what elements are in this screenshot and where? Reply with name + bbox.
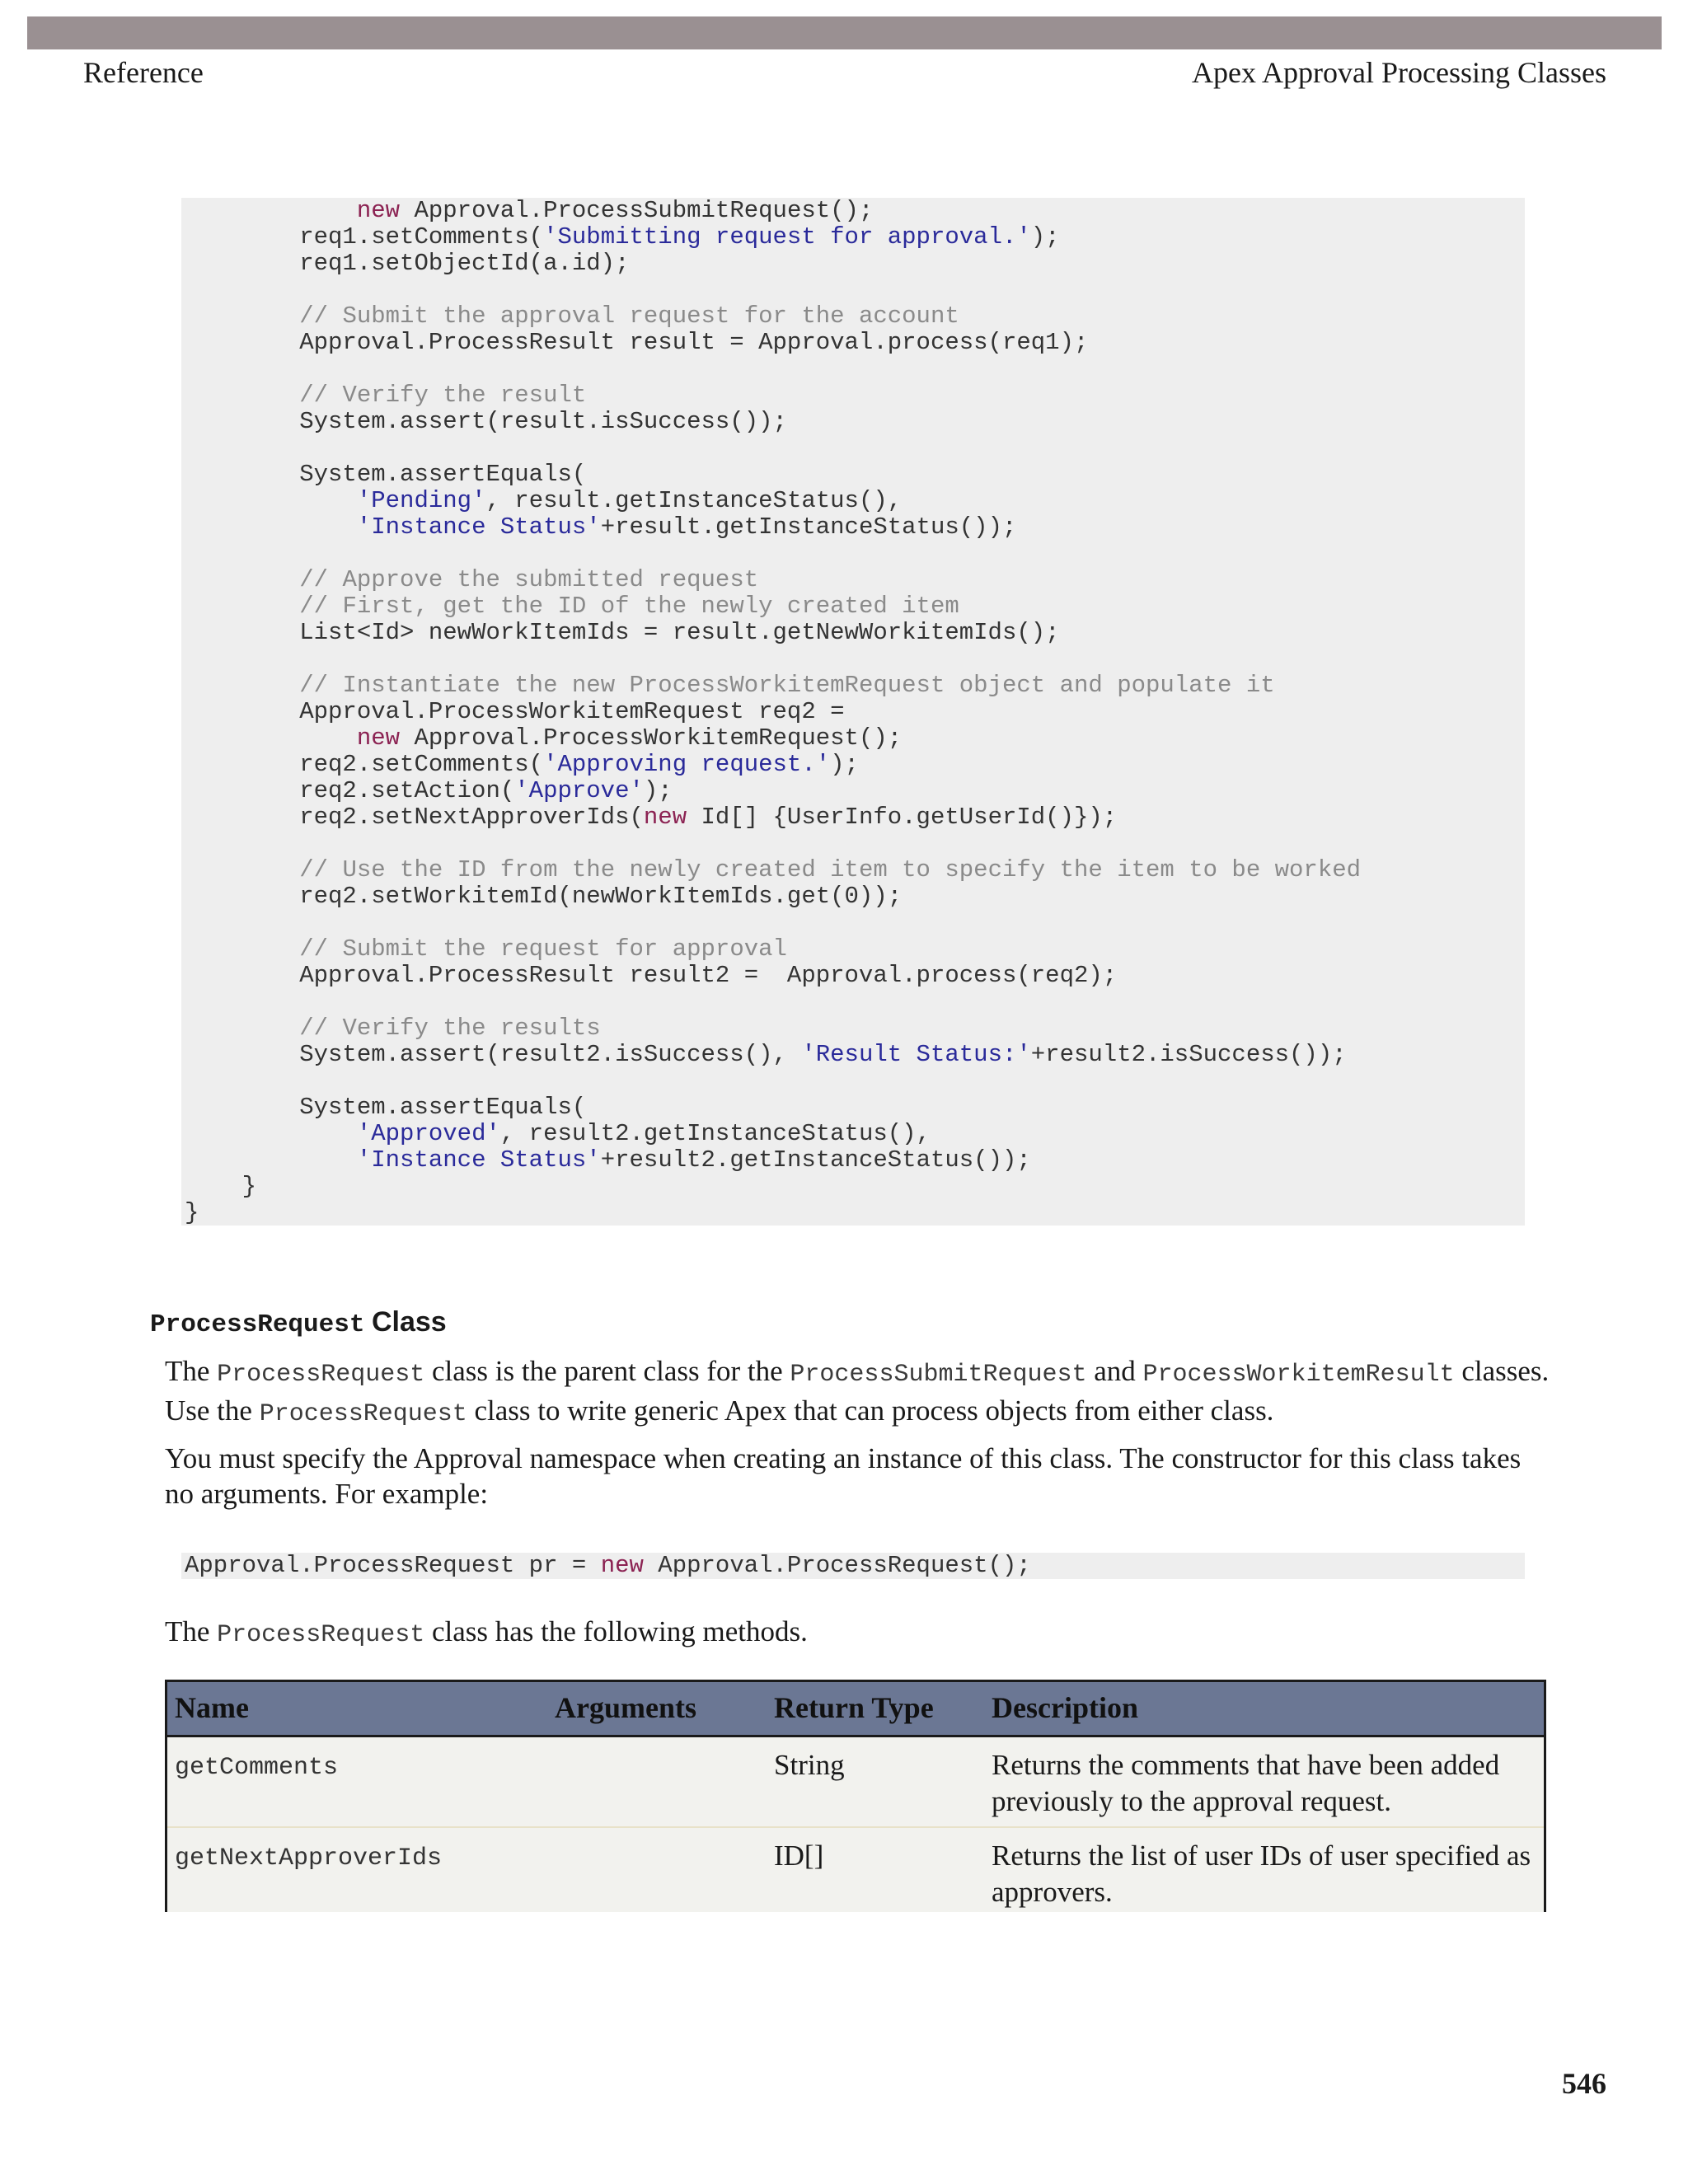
code-listing	[185, 1553, 1031, 1579]
code-line: req2.setNextApproverIds(new Id[] {UserInfo.getUserId()});	[185, 804, 1118, 831]
header-arguments: Arguments	[555, 1691, 696, 1724]
method-arguments	[555, 1737, 774, 1826]
code-line: req1.setComments('Submitting request for approval.');	[185, 223, 1060, 251]
method-description: Returns the comments that have been added previously to the approval request.	[992, 1749, 1500, 1817]
code-line: 'Instance Status'+result2.getInstanceStatus());	[356, 1146, 1031, 1174]
code-line: req1.setObjectId(a.id);	[185, 250, 630, 277]
method-return-type: ID[]	[774, 1840, 824, 1872]
page-number: 546	[1562, 2067, 1606, 2100]
code-line: Approval.ProcessWorkitemRequest req2 =	[185, 698, 845, 725]
code-line	[185, 910, 1361, 936]
header-description: Description	[992, 1691, 1138, 1724]
code-line	[185, 989, 1361, 1015]
inline-code: ProcessSubmitRequest	[790, 1361, 1087, 1389]
code-line: System.assert(result.isSuccess());	[185, 408, 787, 435]
code-line: Approval.ProcessRequest pr = new Approval.ProcessRequest();	[185, 1553, 1031, 1579]
code-line: System.assert(result2.isSuccess(), 'Result Status:'+result2.isSuccess());	[185, 1041, 1347, 1068]
header-name: Name	[175, 1691, 249, 1724]
paragraph-parent-class: The ProcessRequest class is the parent class for the ProcessSubmitRequest and ProcessWorkitemResult classes. Use the ProcessRequest class to write generic Apex that can process objects from either class.	[165, 1355, 1550, 1428]
code-line: // Submit the request for approval	[299, 935, 787, 963]
section-title	[150, 1301, 447, 1347]
method-arguments	[555, 1828, 774, 1912]
code-line	[185, 277, 1361, 303]
code-block-constructor	[181, 1553, 1525, 1579]
code-line: 'Approved', result2.getInstanceStatus(),	[356, 1120, 931, 1147]
code-line: // Verify the result	[299, 382, 587, 409]
code-line	[185, 831, 1361, 857]
code-line: // Use the ID from the newly created item to specify the item to be worked	[299, 856, 1362, 883]
code-line: // Verify the results	[299, 1015, 601, 1042]
code-line	[185, 356, 1361, 382]
paragraph-methods-intro: The ProcessRequest class has the following methods.	[165, 1615, 808, 1649]
code-block-example	[181, 198, 1525, 1226]
code-line	[185, 646, 1361, 673]
top-bar	[27, 16, 1662, 49]
table-row	[167, 1737, 1544, 1828]
paragraph-namespace: You must specify the Approval namespace when creating an instance of this class. The constructor for this class takes no arguments. For example:	[165, 1442, 1522, 1510]
code-line: new Approval.ProcessSubmitRequest();	[356, 198, 874, 224]
inline-code: ProcessRequest	[259, 1400, 467, 1428]
code-line	[185, 541, 1361, 567]
table-row	[167, 1828, 1544, 1912]
code-line: 'Instance Status'+result.getInstanceStatus());	[356, 513, 1017, 541]
header-return-type: Return Type	[774, 1691, 934, 1724]
code-line: new Approval.ProcessWorkitemRequest();	[356, 724, 903, 752]
code-line: List<Id> newWorkItemIds = result.getNewWorkitemIds();	[185, 619, 1060, 646]
method-return-type: String	[774, 1749, 845, 1781]
section-title-code: ProcessRequest	[150, 1310, 365, 1339]
code-line: }	[185, 1173, 257, 1200]
code-line	[185, 1068, 1361, 1094]
code-line: Approval.ProcessResult result = Approval.process(req1);	[185, 329, 1089, 356]
method-description: Returns the list of user IDs of user specified as approvers.	[992, 1840, 1531, 1908]
code-line: // First, get the ID of the newly created item	[299, 593, 959, 620]
inline-code: ProcessRequest	[217, 1361, 425, 1389]
methods-table	[165, 1680, 1546, 1912]
code-line: System.assertEquals(	[185, 1094, 587, 1121]
code-line: req2.setAction('Approve');	[185, 777, 673, 804]
code-line	[185, 435, 1361, 462]
code-listing	[185, 198, 1361, 1226]
code-line: // Instantiate the new ProcessWorkitemRequest object and populate it	[299, 672, 1275, 699]
table-header-row	[167, 1682, 1544, 1737]
method-name: getNextApproverIds	[175, 1844, 443, 1872]
code-line: System.assertEquals(	[185, 461, 587, 488]
code-line: }	[185, 1199, 199, 1226]
code-line: req2.setWorkitemId(newWorkItemIds.get(0));	[185, 883, 903, 910]
code-line: 'Pending', result.getInstanceStatus(),	[356, 487, 903, 514]
method-name: getComments	[175, 1754, 339, 1782]
header-chapter-title: Apex Approval Processing Classes	[1192, 56, 1606, 89]
header-section-label: Reference	[83, 56, 204, 89]
code-line: // Submit the approval request for the account	[299, 302, 959, 330]
code-line: Approval.ProcessResult result2 = Approval.process(req2);	[185, 962, 1118, 989]
inline-code: ProcessRequest	[217, 1621, 425, 1649]
inline-code: ProcessWorkitemResult	[1142, 1361, 1455, 1389]
section-title-word: Class	[371, 1306, 447, 1338]
code-line: req2.setComments('Approving request.');	[185, 751, 859, 778]
code-line: // Approve the submitted request	[299, 566, 759, 593]
